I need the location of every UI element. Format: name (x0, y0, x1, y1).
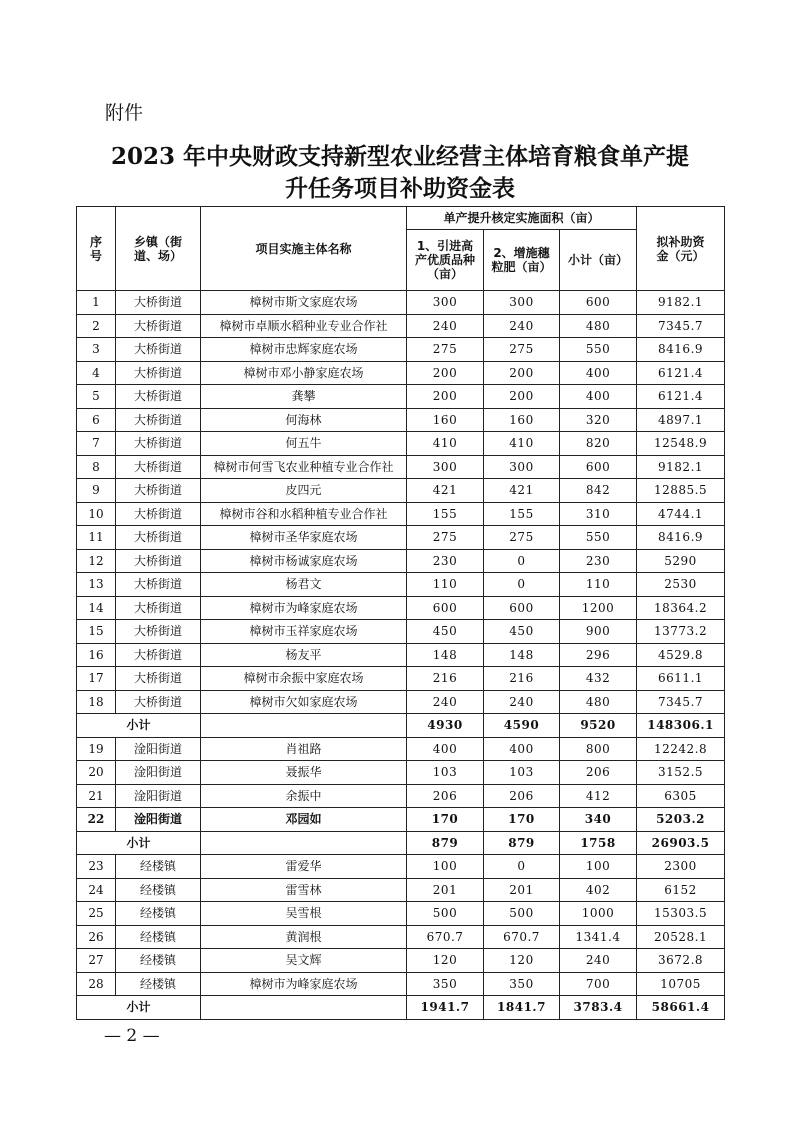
cell-seed-area: 216 (407, 667, 484, 691)
cell-subtotal-area: 480 (560, 314, 637, 338)
attachment-label: 附件 (105, 102, 144, 124)
cell-subtotal-area: 110 (560, 573, 637, 597)
cell-entity-name: 杨君文 (201, 573, 407, 597)
table-row (77, 643, 725, 667)
cell-fertilizer-area: 400 (484, 737, 560, 761)
cell-seed-area: 400 (407, 737, 484, 761)
document-title-line1: 2023 年中央财政支持新型农业经营主体培育粮食单产提 (110, 143, 690, 170)
cell-subtotal-area: 3783.4 (560, 996, 637, 1020)
cell-fund: 6611.1 (637, 667, 725, 691)
cell-subtotal-area: 240 (560, 949, 637, 973)
cell-subtotal-area: 800 (560, 737, 637, 761)
table-row (77, 761, 725, 785)
cell-subtotal-area: 206 (560, 761, 637, 785)
table-row (77, 291, 725, 315)
cell-fertilizer-area: 0 (484, 549, 560, 573)
cell-subtotal-area: 600 (560, 455, 637, 479)
cell-fund: 4529.8 (637, 643, 725, 667)
cell-subtotal-area: 340 (560, 808, 637, 832)
cell-seed-area: 350 (407, 972, 484, 996)
cell-subtotal-area: 550 (560, 338, 637, 362)
cell-entity-name: 樟树市为峰家庭农场 (201, 596, 407, 620)
cell-entity-name: 樟树市卓顺水稻种业专业合作社 (201, 314, 407, 338)
cell-subtotal-area: 296 (560, 643, 637, 667)
cell-fund: 5203.2 (637, 808, 725, 832)
header-seed: 1、引进高产优质品种（亩） (407, 230, 484, 291)
cell-fund: 7345.7 (637, 690, 725, 714)
cell-subtotal-area: 400 (560, 385, 637, 409)
cell-entity-name: 樟树市为峰家庭农场 (201, 972, 407, 996)
table-row (77, 972, 725, 996)
cell-town: 经楼镇 (116, 878, 201, 902)
cell-fertilizer-area: 240 (484, 314, 560, 338)
cell-seq: 7 (77, 432, 116, 456)
cell-town: 淦阳街道 (116, 808, 201, 832)
cell-subtotal-area: 1200 (560, 596, 637, 620)
cell-town: 经楼镇 (116, 925, 201, 949)
table-row (77, 432, 725, 456)
cell-seed-area: 275 (407, 338, 484, 362)
cell-entity-name: 肖祖路 (201, 737, 407, 761)
cell-fertilizer-area: 4590 (484, 714, 560, 738)
cell-seq: 19 (77, 737, 116, 761)
cell-entity-name: 皮四元 (201, 479, 407, 503)
cell-empty (201, 996, 407, 1020)
header-entity: 项目实施主体名称 (201, 207, 407, 291)
cell-town: 淦阳街道 (116, 737, 201, 761)
cell-town: 大桥街道 (116, 408, 201, 432)
cell-seed-area: 200 (407, 385, 484, 409)
table-row (77, 338, 725, 362)
cell-subtotal-area: 310 (560, 502, 637, 526)
page-number: — 2 — (104, 1026, 160, 1046)
cell-seed-area: 879 (407, 831, 484, 855)
cell-fertilizer-area: 155 (484, 502, 560, 526)
table-row (77, 949, 725, 973)
cell-fund: 2530 (637, 573, 725, 597)
cell-fertilizer-area: 200 (484, 361, 560, 385)
cell-town: 淦阳街道 (116, 761, 201, 785)
cell-town: 大桥街道 (116, 573, 201, 597)
cell-fund: 6152 (637, 878, 725, 902)
cell-subtotal-area: 400 (560, 361, 637, 385)
cell-town: 大桥街道 (116, 620, 201, 644)
cell-town: 大桥街道 (116, 385, 201, 409)
cell-subtotal-area: 320 (560, 408, 637, 432)
cell-seed-area: 450 (407, 620, 484, 644)
table-row (77, 667, 725, 691)
cell-entity-name: 樟树市欠如家庭农场 (201, 690, 407, 714)
cell-seed-area: 201 (407, 878, 484, 902)
subtotal-row (77, 831, 725, 855)
cell-fertilizer-area: 1841.7 (484, 996, 560, 1020)
cell-entity-name: 樟树市余振中家庭农场 (201, 667, 407, 691)
cell-fund: 2300 (637, 855, 725, 879)
cell-entity-name: 樟树市邓小静家庭农场 (201, 361, 407, 385)
header-fund: 拟补助资金（元） (637, 207, 725, 291)
table-row (77, 596, 725, 620)
cell-town: 大桥街道 (116, 432, 201, 456)
cell-seed-area: 200 (407, 361, 484, 385)
cell-fund: 9182.1 (637, 291, 725, 315)
cell-fund: 10705 (637, 972, 725, 996)
table-row (77, 479, 725, 503)
cell-entity-name: 何五牛 (201, 432, 407, 456)
cell-seed-area: 410 (407, 432, 484, 456)
cell-town: 经楼镇 (116, 972, 201, 996)
cell-fertilizer-area: 275 (484, 338, 560, 362)
table-header (77, 207, 725, 291)
table-row (77, 925, 725, 949)
cell-fertilizer-area: 240 (484, 690, 560, 714)
cell-fertilizer-area: 0 (484, 855, 560, 879)
cell-seq: 17 (77, 667, 116, 691)
cell-fertilizer-area: 670.7 (484, 925, 560, 949)
cell-seed-area: 230 (407, 549, 484, 573)
cell-entity-name: 樟树市谷和水稻种植专业合作社 (201, 502, 407, 526)
cell-fund: 3672.8 (637, 949, 725, 973)
cell-seed-area: 600 (407, 596, 484, 620)
cell-fertilizer-area: 160 (484, 408, 560, 432)
cell-subtotal-area: 900 (560, 620, 637, 644)
cell-town: 大桥街道 (116, 549, 201, 573)
cell-fund: 26903.5 (637, 831, 725, 855)
cell-fund: 9182.1 (637, 455, 725, 479)
cell-seed-area: 421 (407, 479, 484, 503)
cell-fertilizer-area: 421 (484, 479, 560, 503)
cell-fertilizer-area: 0 (484, 573, 560, 597)
cell-seed-area: 500 (407, 902, 484, 926)
document-title-line2: 升任务项目补助资金表 (285, 175, 515, 202)
cell-fertilizer-area: 879 (484, 831, 560, 855)
cell-subtotal-area: 700 (560, 972, 637, 996)
cell-empty (201, 831, 407, 855)
cell-entity-name: 黄润根 (201, 925, 407, 949)
cell-seq: 25 (77, 902, 116, 926)
table-row (77, 878, 725, 902)
cell-seq: 24 (77, 878, 116, 902)
cell-town: 大桥街道 (116, 502, 201, 526)
cell-fertilizer-area: 275 (484, 526, 560, 550)
cell-seq: 16 (77, 643, 116, 667)
cell-seed-area: 110 (407, 573, 484, 597)
cell-fertilizer-area: 410 (484, 432, 560, 456)
cell-fund: 6121.4 (637, 361, 725, 385)
cell-town: 大桥街道 (116, 291, 201, 315)
cell-fertilizer-area: 216 (484, 667, 560, 691)
table-row (77, 314, 725, 338)
cell-subtotal-area: 550 (560, 526, 637, 550)
cell-town: 经楼镇 (116, 855, 201, 879)
cell-subtotal-area: 432 (560, 667, 637, 691)
cell-entity-name: 邓园如 (201, 808, 407, 832)
cell-fertilizer-area: 600 (484, 596, 560, 620)
table-row (77, 549, 725, 573)
cell-fertilizer-area: 170 (484, 808, 560, 832)
cell-fund: 3152.5 (637, 761, 725, 785)
subtotal-label: 小计 (77, 996, 201, 1020)
cell-seed-area: 206 (407, 784, 484, 808)
header-fertilizer: 2、增施穗粒肥（亩） (484, 230, 560, 291)
cell-fund: 4897.1 (637, 408, 725, 432)
table-row (77, 737, 725, 761)
table-row (77, 620, 725, 644)
cell-fund: 4744.1 (637, 502, 725, 526)
cell-seq: 21 (77, 784, 116, 808)
cell-seq: 10 (77, 502, 116, 526)
cell-seed-area: 103 (407, 761, 484, 785)
cell-fund: 8416.9 (637, 338, 725, 362)
cell-town: 大桥街道 (116, 314, 201, 338)
cell-subtotal-area: 9520 (560, 714, 637, 738)
table-row (77, 408, 725, 432)
cell-entity-name: 樟树市忠辉家庭农场 (201, 338, 407, 362)
table-row (77, 385, 725, 409)
cell-fund: 12885.5 (637, 479, 725, 503)
cell-seq: 14 (77, 596, 116, 620)
cell-fund: 13773.2 (637, 620, 725, 644)
subtotal-label: 小计 (77, 714, 201, 738)
subtotal-row (77, 996, 725, 1020)
subsidy-table (76, 206, 725, 1020)
cell-fund: 6121.4 (637, 385, 725, 409)
cell-fund: 58661.4 (637, 996, 725, 1020)
cell-subtotal-area: 230 (560, 549, 637, 573)
cell-entity-name: 樟树市斯文家庭农场 (201, 291, 407, 315)
cell-fertilizer-area: 300 (484, 291, 560, 315)
cell-town: 大桥街道 (116, 361, 201, 385)
cell-fertilizer-area: 206 (484, 784, 560, 808)
table-row (77, 784, 725, 808)
cell-entity-name: 吴雪根 (201, 902, 407, 926)
cell-subtotal-area: 100 (560, 855, 637, 879)
cell-seq: 20 (77, 761, 116, 785)
cell-empty (201, 714, 407, 738)
cell-fertilizer-area: 103 (484, 761, 560, 785)
cell-subtotal-area: 480 (560, 690, 637, 714)
cell-town: 大桥街道 (116, 596, 201, 620)
cell-seed-area: 160 (407, 408, 484, 432)
cell-seed-area: 275 (407, 526, 484, 550)
cell-fund: 20528.1 (637, 925, 725, 949)
cell-seq: 12 (77, 549, 116, 573)
cell-town: 大桥街道 (116, 455, 201, 479)
cell-town: 淦阳街道 (116, 784, 201, 808)
cell-fertilizer-area: 148 (484, 643, 560, 667)
cell-fund: 12242.8 (637, 737, 725, 761)
cell-seed-area: 240 (407, 690, 484, 714)
cell-town: 经楼镇 (116, 949, 201, 973)
cell-seq: 23 (77, 855, 116, 879)
table-row (77, 902, 725, 926)
cell-fertilizer-area: 500 (484, 902, 560, 926)
cell-subtotal-area: 600 (560, 291, 637, 315)
subtotal-row (77, 714, 725, 738)
table-row (77, 455, 725, 479)
cell-fertilizer-area: 350 (484, 972, 560, 996)
cell-fertilizer-area: 450 (484, 620, 560, 644)
cell-seed-area: 300 (407, 291, 484, 315)
header-area-group: 单产提升核定实施面积（亩） (407, 207, 637, 230)
cell-seq: 15 (77, 620, 116, 644)
cell-subtotal-area: 412 (560, 784, 637, 808)
header-town: 乡镇（街道、场） (116, 207, 201, 291)
cell-town: 大桥街道 (116, 643, 201, 667)
cell-entity-name: 樟树市圣华家庭农场 (201, 526, 407, 550)
table-body (77, 291, 725, 1020)
cell-seed-area: 148 (407, 643, 484, 667)
cell-seq: 8 (77, 455, 116, 479)
table-row (77, 502, 725, 526)
cell-entity-name: 吴文辉 (201, 949, 407, 973)
cell-entity-name: 龚攀 (201, 385, 407, 409)
cell-seed-area: 4930 (407, 714, 484, 738)
cell-seq: 3 (77, 338, 116, 362)
cell-seq: 22 (77, 808, 116, 832)
cell-fund: 5290 (637, 549, 725, 573)
header-seq: 序号 (77, 207, 116, 291)
cell-seed-area: 170 (407, 808, 484, 832)
cell-entity-name: 何海林 (201, 408, 407, 432)
table-row (77, 573, 725, 597)
table-row (77, 855, 725, 879)
cell-seed-area: 1941.7 (407, 996, 484, 1020)
cell-seed-area: 100 (407, 855, 484, 879)
cell-subtotal-area: 402 (560, 878, 637, 902)
cell-subtotal-area: 842 (560, 479, 637, 503)
cell-fertilizer-area: 200 (484, 385, 560, 409)
cell-fertilizer-area: 201 (484, 878, 560, 902)
cell-entity-name: 余振中 (201, 784, 407, 808)
cell-seq: 27 (77, 949, 116, 973)
cell-seq: 9 (77, 479, 116, 503)
cell-fund: 15303.5 (637, 902, 725, 926)
cell-fund: 148306.1 (637, 714, 725, 738)
cell-town: 大桥街道 (116, 667, 201, 691)
cell-town: 经楼镇 (116, 902, 201, 926)
cell-seq: 4 (77, 361, 116, 385)
cell-fund: 18364.2 (637, 596, 725, 620)
cell-seq: 18 (77, 690, 116, 714)
cell-subtotal-area: 1000 (560, 902, 637, 926)
cell-seed-area: 155 (407, 502, 484, 526)
cell-entity-name: 聂振华 (201, 761, 407, 785)
cell-subtotal-area: 1758 (560, 831, 637, 855)
cell-entity-name: 樟树市何雪飞农业种植专业合作社 (201, 455, 407, 479)
cell-entity-name: 杨友平 (201, 643, 407, 667)
subtotal-label: 小计 (77, 831, 201, 855)
cell-town: 大桥街道 (116, 338, 201, 362)
cell-seed-area: 120 (407, 949, 484, 973)
cell-fund: 12548.9 (637, 432, 725, 456)
table-row (77, 361, 725, 385)
cell-seq: 5 (77, 385, 116, 409)
cell-fund: 8416.9 (637, 526, 725, 550)
cell-fertilizer-area: 300 (484, 455, 560, 479)
header-subtotal: 小计（亩） (560, 230, 637, 291)
cell-entity-name: 雷爱华 (201, 855, 407, 879)
cell-seq: 6 (77, 408, 116, 432)
cell-entity-name: 雷雪林 (201, 878, 407, 902)
cell-fund: 6305 (637, 784, 725, 808)
cell-seed-area: 240 (407, 314, 484, 338)
cell-subtotal-area: 820 (560, 432, 637, 456)
cell-fertilizer-area: 120 (484, 949, 560, 973)
cell-entity-name: 樟树市杨诚家庭农场 (201, 549, 407, 573)
table-row (77, 808, 725, 832)
cell-town: 大桥街道 (116, 479, 201, 503)
cell-town: 大桥街道 (116, 690, 201, 714)
cell-fund: 7345.7 (637, 314, 725, 338)
table-row (77, 526, 725, 550)
cell-seq: 1 (77, 291, 116, 315)
table-row (77, 690, 725, 714)
cell-seq: 13 (77, 573, 116, 597)
cell-subtotal-area: 1341.4 (560, 925, 637, 949)
cell-seq: 11 (77, 526, 116, 550)
cell-seed-area: 300 (407, 455, 484, 479)
cell-seq: 28 (77, 972, 116, 996)
cell-seq: 26 (77, 925, 116, 949)
cell-entity-name: 樟树市玉祥家庭农场 (201, 620, 407, 644)
cell-seed-area: 670.7 (407, 925, 484, 949)
cell-seq: 2 (77, 314, 116, 338)
cell-town: 大桥街道 (116, 526, 201, 550)
